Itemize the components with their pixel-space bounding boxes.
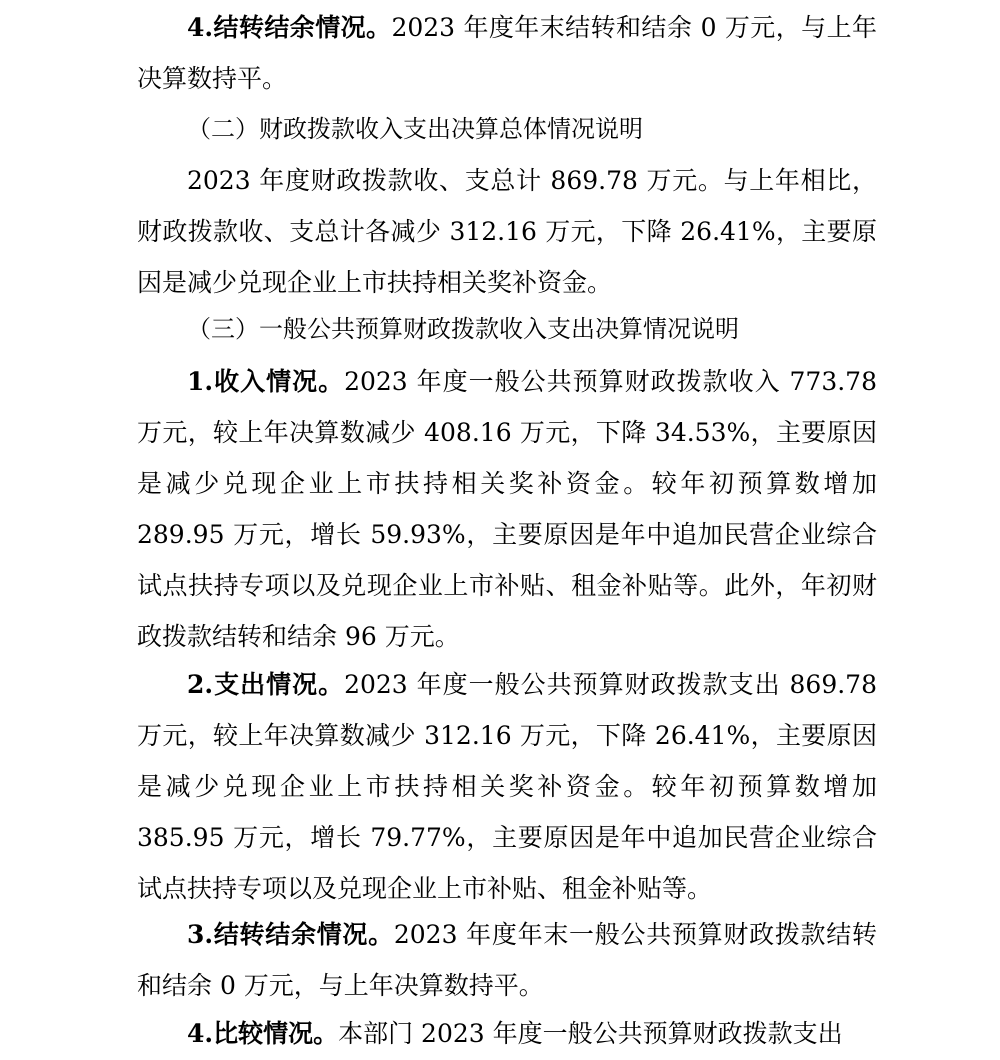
paragraph-lead: 2.支出情况。 [187, 670, 345, 699]
section-heading-2: （二）财政拨款收入支出决算总体情况说明 [187, 115, 643, 143]
paragraph-carryover-general [137, 909, 877, 1011]
paragraph-fiscal-total [137, 155, 877, 308]
paragraph-body: 本部门 2023 年度一般公共预算财政拨款支出 [338, 1019, 843, 1048]
section-heading-3: （三）一般公共预算财政拨款收入支出决算情况说明 [187, 315, 739, 343]
paragraph-comparison [137, 1008, 877, 1059]
paragraph-lead: 4.比较情况。 [187, 1019, 339, 1048]
paragraph-carryover-balance [137, 2, 877, 104]
paragraph-lead: 4.结转结余情况。 [187, 13, 392, 42]
paragraph-lead: 3.结转结余情况。 [187, 920, 394, 949]
paragraph-income [137, 356, 877, 662]
paragraph-body: 2023 年度一般公共预算财政拨款支出 869.78 万元，较上年决算数减少 312.16 万元，下降 26.41%，主要原因是减少兑现企业上市扶持相关奖补资金。较年初预算数增加 385.95 万元，增长 79.77%，主要原因是年中追加民营企业综合试点扶持专项以及兑现企业上市补贴、租金补贴等。 [137, 670, 877, 903]
paragraph-body: 2023 年度财政拨款收、支总计 869.78 万元。与上年相比，财政拨款收、支总计各减少 312.16 万元，下降 26.41%，主要原因是减少兑现企业上市扶持相关奖补资金。 [137, 166, 877, 297]
paragraph-lead: 1.收入情况。 [187, 367, 345, 396]
paragraph-expenditure [137, 659, 877, 914]
paragraph-body: 2023 年度一般公共预算财政拨款收入 773.78 万元，较上年决算数减少 408.16 万元，下降 34.53%，主要原因是减少兑现企业上市扶持相关奖补资金。较年初预算数增加 289.95 万元，增长 59.93%，主要原因是年中追加民营企业综合试点扶持专项以及兑现企业上市补贴、租金补贴等。此外，年初财政拨款结转和结余 96 万元。 [137, 367, 877, 651]
paragraph-body: 2023 年度年末结转和结余 0 万元，与上年决算数持平。 [137, 13, 877, 93]
paragraph-body: 2023 年度年末一般公共预算财政拨款结转和结余 0 万元，与上年决算数持平。 [137, 920, 877, 1000]
